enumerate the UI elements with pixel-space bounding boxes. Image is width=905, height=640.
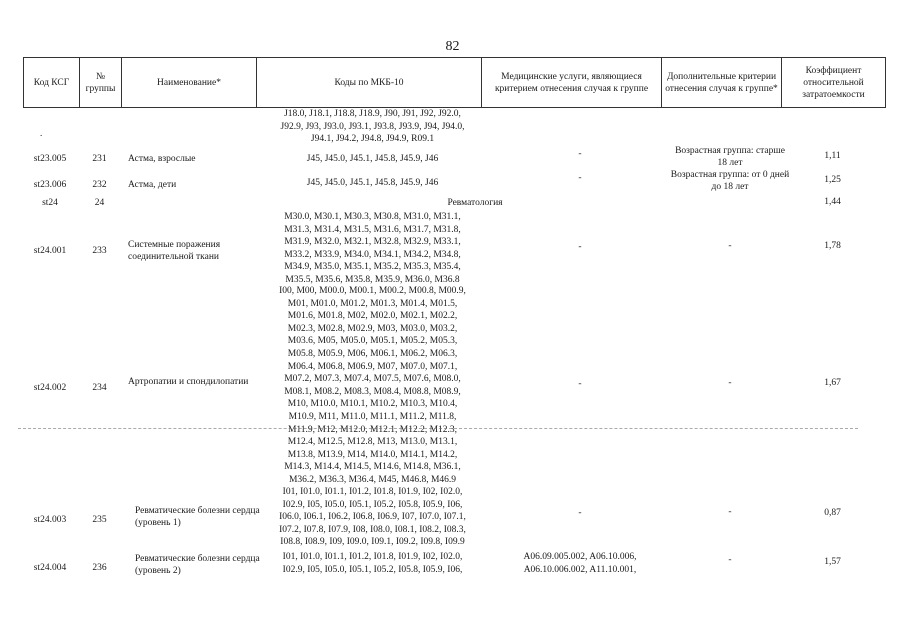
text-line: I00, M00, M00.0, M00.1, M00.2, M00.8, M00.9, — [279, 286, 466, 296]
text-line: M13.8, M13.9, M14, M14.0, M14.1, M14.2, — [287, 449, 458, 460]
row-icd — [255, 551, 490, 576]
text-line: A06.09.005.002, A06.10.006, — [523, 552, 637, 562]
text-line: M10.9, M11, M11.0, M11.1, M11.2, M11.8, — [288, 411, 457, 422]
row-code: st23.005 — [33, 154, 67, 164]
text-line: M11.9, M12, M12.0, M12.1, M12.2, M12.3, — [287, 424, 458, 435]
text-line: M33.2, M33.9, M34.0, M34.1, M34.2, M34.8, — [284, 249, 461, 260]
text-line: A06.10.006.002, A11.10.001, — [523, 564, 637, 575]
text-line: M14.3, M14.4, M14.5, M14.6, M14.8, M36.1, — [284, 462, 461, 473]
row-coef: 0,87 — [824, 508, 841, 518]
row-code: st24.003 — [33, 515, 67, 525]
text-line: M35.5, M35.6, M35.8, M35.9, M36.0, M36.8 — [285, 274, 460, 285]
text-line: J92.9, J93, J93.0, J93.1, J93.8, J93.9, J94, J94.0, — [280, 121, 465, 132]
section-group: 24 — [94, 198, 105, 208]
row-icd — [255, 285, 490, 487]
text-line: J94.1, J94.2, J94.8, J94.9, R09.1 — [310, 134, 435, 145]
header-services: Медицинские услуги, являющиеся критерием отнесения случая к группе — [482, 58, 662, 108]
row-name: Ревматические болезни сердца (уровень 1) — [135, 506, 260, 528]
row-coef: 1,57 — [824, 557, 841, 567]
row-code: st24.004 — [33, 563, 67, 573]
text-line: M12.4, M12.5, M12.8, M13, M13.0, M13.1, — [287, 437, 458, 448]
text-line: I06.0, I06.1, I06.2, I06.8, I06.9, I07, I07.0, I07.1, — [279, 512, 466, 523]
row-name: Системные поражения соединительной ткани — [128, 240, 221, 262]
table-header — [23, 57, 886, 108]
text-line: M05.8, M05.9, M06, M06.1, M06.2, M06.3, — [287, 348, 458, 359]
text-line: M01, M01.0, M01.2, M01.3, M01.4, M01.5, — [287, 298, 458, 309]
header-extra-criteria: Дополнительные критерии отнесения случая к группе* — [662, 58, 782, 108]
text-line: M01.6, M01.8, M02, M02.0, M02.1, M02.2, — [287, 311, 458, 322]
header-icd: Коды по МКБ-10 — [257, 58, 482, 108]
header-code: Код КСГ — [24, 58, 80, 108]
text-line: I07.2, I07.8, I07.9, I08, I08.0, I08.1, I08.2, I08.3, — [279, 524, 466, 535]
text-line: I02.9, I05, I05.0, I05.1, I05.2, I05.8, I05.9, I06, — [282, 499, 463, 510]
row-group: 234 — [92, 383, 107, 393]
text-line: I08.8, I08.9, I09, I09.0, I09.1, I09.2, I09.8, I09.9 — [280, 537, 465, 548]
row-code: st24.002 — [33, 383, 67, 393]
text-line: M03.6, M05, M05.0, M05.1, M05.2, M05.3, — [287, 336, 458, 347]
continuation-icd — [255, 108, 490, 146]
row-coef: 1,11 — [824, 151, 841, 161]
row-extra: Возрастная группа: старше 18 лет — [675, 146, 785, 168]
section-coef: 1,44 — [824, 197, 841, 207]
row-code: st23.006 — [33, 180, 67, 190]
row-code: st24.001 — [33, 246, 67, 256]
text-line: I02.9, I05, I05.0, I05.1, I05.2, I05.8, I05.9, I06, — [282, 564, 463, 575]
row-extra: - — [728, 378, 732, 388]
row-services: - — [578, 149, 582, 159]
row-services: - — [578, 508, 582, 518]
row-group: 233 — [92, 246, 107, 256]
text-line: I01, I01.0, I01.1, I01.2, I01.8, I01.9, I02, I02.0, — [282, 487, 463, 497]
row-name: Астма, взрослые — [128, 154, 196, 164]
row-coef: 1,25 — [824, 175, 841, 185]
text-line: M36.2, M36.3, M36.4, M45, M46.8, M46.9 — [288, 474, 457, 485]
text-line: J18.0, J18.1, J18.8, J18.9, J90, J91, J92, J92.0, — [284, 109, 461, 119]
row-services: - — [578, 173, 582, 183]
row-name: Ревматические болезни сердца (уровень 2) — [135, 554, 260, 576]
section-code: st24 — [42, 198, 58, 208]
page-number: 82 — [445, 39, 460, 54]
text-line: I01, I01.0, I01.1, I01.2, I01.8, I01.9, I02, I02.0, — [282, 552, 463, 562]
text-line: M07.2, M07.3, M07.4, M07.5, M07.6, M08.0, — [284, 374, 461, 385]
row-group: 236 — [92, 563, 107, 573]
row-services — [490, 551, 670, 576]
text-line: M02.3, M02.8, M02.9, M03, M03.0, M03.2, — [287, 323, 458, 334]
text-line: M10, M10.0, M10.1, M10.2, M10.3, M10.4, — [287, 399, 458, 410]
row-extra: - — [728, 555, 732, 565]
row-group: 231 — [92, 154, 107, 164]
row-name: Артропатии и спондилопатии — [128, 377, 249, 387]
header-group-no: № группы — [80, 58, 122, 108]
scan-artifact-line — [18, 428, 858, 429]
stray-dot: . — [40, 128, 43, 138]
text-line: M30.0, M30.1, M30.3, M30.8, M31.0, M31.1, — [284, 212, 461, 222]
row-icd: J45, J45.0, J45.1, J45.8, J45.9, J46 — [306, 178, 439, 188]
row-name: Астма, дети — [128, 180, 177, 190]
row-coef: 1,67 — [824, 378, 841, 388]
row-group: 232 — [92, 180, 107, 190]
row-icd — [255, 486, 490, 549]
header-coefficient: Коэффициент относительной затратоемкости — [782, 58, 886, 108]
text-line: M34.9, M35.0, M35.1, M35.2, M35.3, M35.4, — [284, 262, 461, 273]
row-services: - — [578, 242, 582, 252]
row-coef: 1,78 — [824, 241, 841, 251]
row-group: 235 — [92, 515, 107, 525]
section-title: Ревматология — [447, 198, 503, 208]
text-line: M31.3, M31.4, M31.5, M31.6, M31.7, M31.8, — [284, 224, 461, 235]
row-extra: Возрастная группа: от 0 дней до 18 лет — [670, 170, 790, 192]
text-line: M08.1, M08.2, M08.3, M08.4, M08.8, M08.9, — [284, 386, 461, 397]
text-line: M06.4, M06.8, M06.9, M07, M07.0, M07.1, — [287, 361, 458, 372]
row-extra: - — [728, 241, 732, 251]
text-line: M31.9, M32.0, M32.1, M32.8, M32.9, M33.1, — [284, 237, 461, 248]
row-services: - — [578, 379, 582, 389]
header-name: Наименование* — [122, 58, 257, 108]
row-extra: - — [728, 507, 732, 517]
row-icd: J45, J45.0, J45.1, J45.8, J45.9, J46 — [306, 154, 439, 164]
row-icd — [255, 211, 490, 287]
